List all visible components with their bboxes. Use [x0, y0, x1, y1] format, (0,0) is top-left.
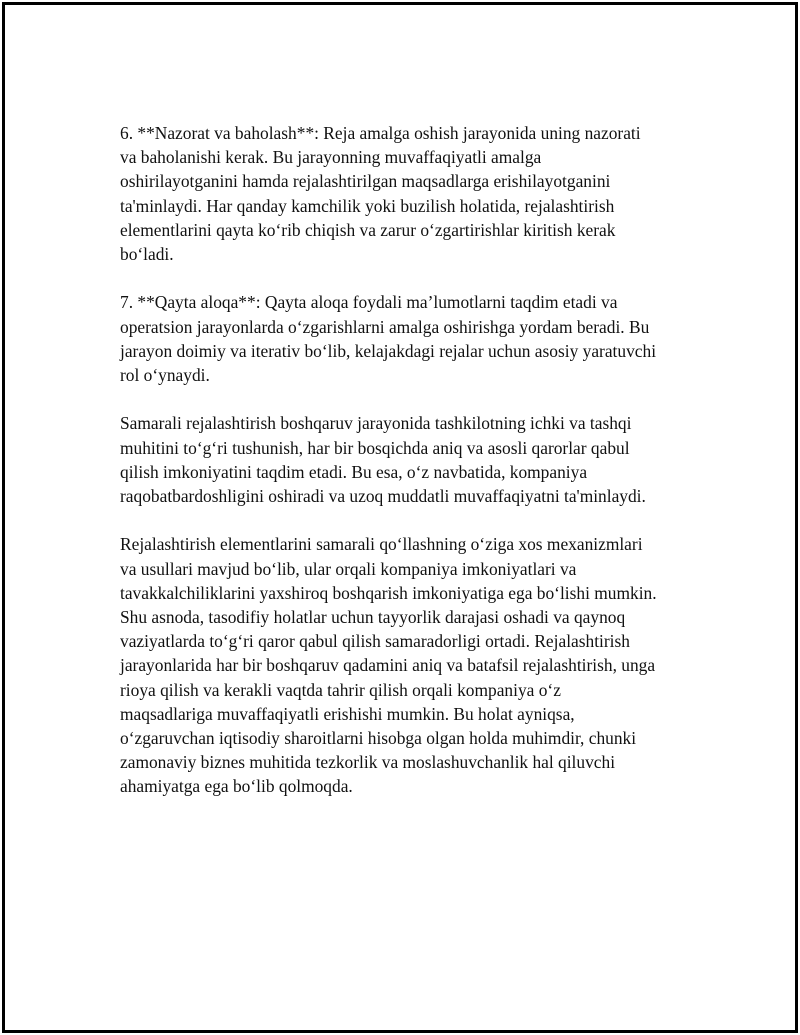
paragraph-planning-mechanisms: Rejalashtirish elementlarini samarali qo‘llashning o‘ziga xos mexanizmlari va usullari mavjud bo‘lib, ular orqali kompaniya imkoniyatlari va tavakkalchiliklarini yaxshiroq boshqarish imkoniyatiga ega bo‘lishi mumkin. Shu asnoda, tasodifiy holatlar uchun tayyorlik darajasi oshadi va qaynoq vaziyatlarda to‘g‘ri qaror qabul qilish samaradorligi ortadi. Rejalashtirish jarayonlarida har bir boshqaruv qadamini aniq va batafsil rejalashtirish, unga rioya qilish va kerakli vaqtda tahrir qilish orqali kompaniya o‘z maqsadlariga muvaffaqiyatli erishishi mumkin. Bu holat ayniqsa, o‘zgaruvchan iqtisodiy sharoitlarni hisobga olgan holda muhimdir, chunki zamonaviy biznes muhitida tezkorlik va moslashuvchanlik hal qiluvchi ahamiyatga ega bo‘lib qolmoqda.: [120, 534, 657, 797]
paragraph-effective-planning: Samarali rejalashtirish boshqaruv jarayonida tashkilotning ichki va tashqi muhitini to‘g‘ri tushunish, har bir bosqichda aniq va asosli qarorlar qabul qilish imkoniyatini taqdim etadi. Bu esa, o‘z navbatida, kompaniya raqobatbardoshligini oshiradi va uzoq muddatli muvaffaqiyatni ta'minlaydi.: [120, 413, 646, 507]
document-body: [120, 121, 700, 823]
page-frame: [2, 2, 798, 1033]
paragraph-monitoring-evaluation: 6. **Nazorat va baholash**: Reja amalga oshish jarayonida uning nazorati va baholanishi kerak. Bu jarayonning muvaffaqiyatli amalga oshirilayotganini hamda rejalashtirilgan maqsadlarga erishilayotganini ta'minlaydi. Har qanday kamchilik yoki buzilish holatida, rejalashtirish elementlarini qayta ko‘rib chiqish va zarur o‘zgartirishlar kiritish kerak bo‘ladi.: [120, 123, 641, 265]
paragraph-feedback: 7. **Qayta aloqa**: Qayta aloqa foydali ma’lumotlarni taqdim etadi va operatsion jarayonlarda o‘zgarishlarni amalga oshirishga yordam beradi. Bu jarayon doimiy va iterativ bo‘lib, kelajakdagi rejalar uchun asosiy yaratuvchi rol o‘ynaydi.: [120, 292, 657, 386]
